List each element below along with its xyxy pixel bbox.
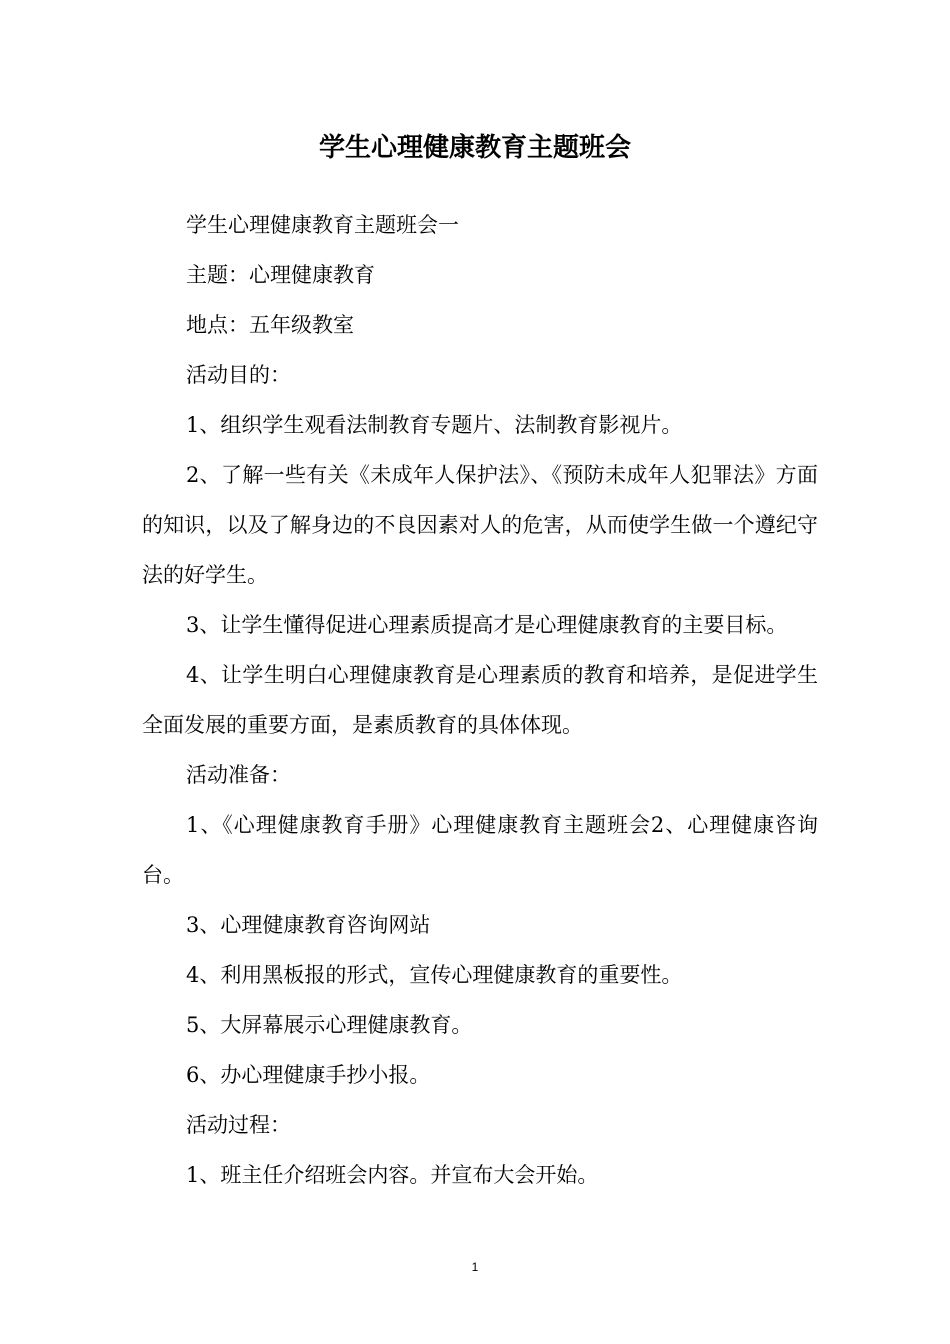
paragraph-preparation-label: 活动准备： [186,763,291,787]
paragraph-topic: 主题：心理健康教育 [186,263,375,287]
paragraph-preparation-4: 4、利用黑板报的形式，宣传心理健康教育的重要性。 [186,963,683,987]
paragraph-preparation-1: 1、《心理健康教育手册》心理健康教育主题班会2、心理健康咨询台。 [142,813,818,887]
paragraph-purpose-label: 活动目的： [186,363,291,387]
paragraph-process-1: 1、班主任介绍班会内容。并宣布大会开始。 [186,1163,599,1187]
paragraph-location: 地点：五年级教室 [186,313,354,337]
paragraph-purpose-3: 3、让学生懂得促进心理素质提高才是心理健康教育的主要目标。 [186,613,788,637]
paragraph-process-label: 活动过程： [186,1113,291,1137]
paragraph-preparation-6: 6、办心理健康手抄小报。 [186,1063,431,1087]
paragraph-purpose-2: 2、了解一些有关《未成年人保护法》、《预防未成年人犯罪法》方面的知识，以及了解身边的不良因素对人的危害，从而使学生做一个遵纪守法的好学生。 [142,463,818,587]
paragraph-purpose-4: 4、让学生明白心理健康教育是心理素质的教育和培养，是促进学生全面发展的重要方面，是素质教育的具体体现。 [142,663,818,737]
paragraph-preparation-5: 5、大屏幕展示心理健康教育。 [186,1013,473,1037]
document-body [142,200,818,1200]
paragraph-preparation-3: 3、心理健康教育咨询网站 [186,913,431,937]
page-number: 1 [471,1260,479,1274]
paragraph-purpose-1: 1、组织学生观看法制教育专题片、法制教育影视片。 [186,413,683,437]
paragraph-heading: 学生心理健康教育主题班会一 [186,213,459,237]
document-title: 学生心理健康教育主题班会 [318,133,631,163]
